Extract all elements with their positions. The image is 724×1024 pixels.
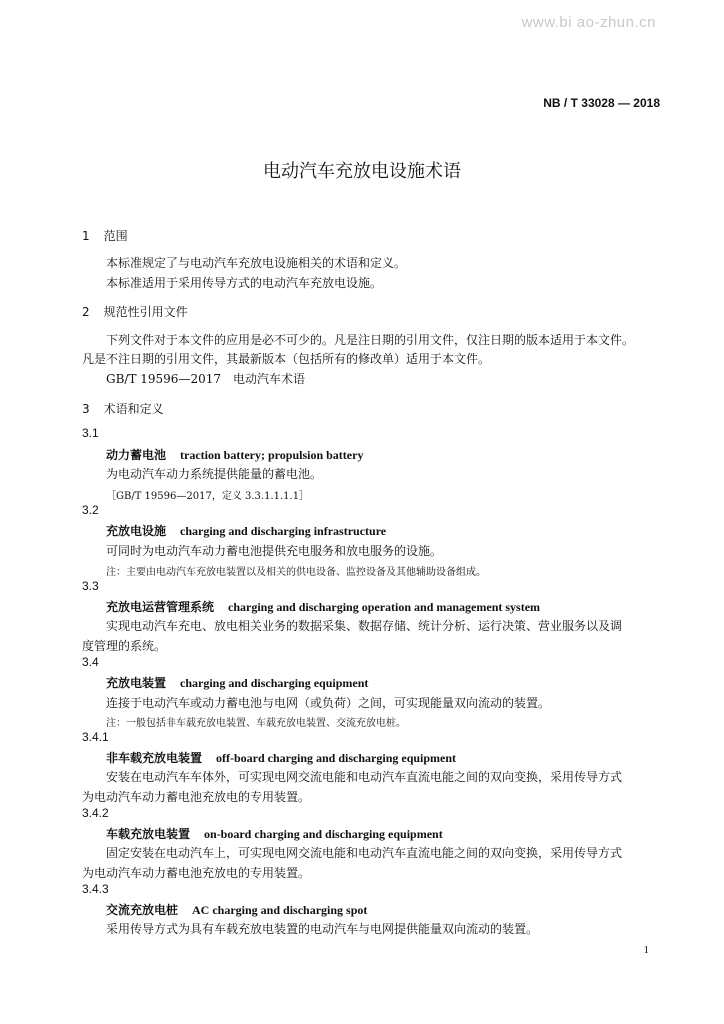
term-en: off-board charging and discharging equipment (216, 751, 457, 765)
term-definition: 实现电动汽车充电、放电相关业务的数据采集、数据存储、统计分析、运行决策、营业服务以及调 (106, 619, 623, 633)
term-heading (106, 522, 386, 539)
paragraph: 凡是不注日期的引用文件，其最新版本（包括所有的修改单）适用于本文件。 (82, 352, 491, 366)
term-heading (106, 749, 456, 766)
section-number: 1 (82, 229, 90, 243)
term-en: on-board charging and discharging equipment (204, 827, 443, 841)
term-definition: 安装在电动汽车车体外，可实现电网交流电能和电动汽车直流电能之间的双向变换，采用传导方式 (106, 770, 623, 784)
term-definition: 可同时为电动汽车动力蓄电池提供充电服务和放电服务的设施。 (106, 544, 443, 558)
term-note: 注：一般包括非车载充放电装置、车载充放电装置、交流充放电桩。 (106, 718, 406, 729)
section-title: 范围 (103, 229, 128, 243)
term-zh: 充放电运营管理系统 (106, 600, 215, 614)
section-3-heading (82, 400, 164, 417)
section-number: 3 (82, 402, 90, 416)
term-definition-continued: 为电动汽车动力蓄电池充放电的专用装置。 (82, 866, 311, 880)
term-heading (106, 446, 363, 463)
term-heading (106, 825, 443, 842)
term-en: traction battery; propulsion battery (180, 448, 364, 462)
term-number: 3.4.1 (82, 730, 109, 744)
term-zh: 车载充放电装置 (106, 827, 191, 841)
term-definition: 连接于电动汽车或动力蓄电池与电网（或负荷）之间，可实现能量双向流动的装置。 (106, 696, 551, 710)
term-en: AC charging and discharging spot (192, 903, 368, 917)
term-zh: 充放电装置 (106, 676, 167, 690)
term-source: ［GB/T 19596—2017，定义 3.3.1.1.1.1］ (106, 491, 310, 502)
term-definition-continued: 度管理的系统。 (82, 639, 167, 653)
term-number: 3.1 (82, 426, 99, 440)
term-number: 3.4.3 (82, 882, 109, 896)
term-zh: 充放电设施 (106, 524, 167, 538)
paragraph: 本标准规定了与电动汽车充放电设施相关的术语和定义。 (106, 256, 407, 270)
term-definition: 采用传导方式为具有车载充放电装置的电动汽车与电网提供能量双向流动的装置。 (106, 922, 539, 936)
term-en: charging and discharging operation and management system (228, 600, 541, 614)
section-title: 规范性引用文件 (103, 305, 188, 319)
term-heading (106, 674, 368, 691)
term-zh: 非车载充放电装置 (106, 751, 203, 765)
term-number: 3.4.2 (82, 806, 109, 820)
term-number: 3.4 (82, 655, 99, 669)
section-2-heading (82, 303, 188, 320)
term-definition: 固定安装在电动汽车上，可实现电网交流电能和电动汽车直流电能之间的双向变换，采用传导方式 (106, 846, 623, 860)
term-en: charging and discharging equipment (180, 676, 369, 690)
term-zh: 交流充放电桩 (106, 903, 179, 917)
term-number: 3.2 (82, 503, 99, 517)
section-title: 术语和定义 (103, 402, 164, 416)
term-note: 注：主要由电动汽车充放电装置以及相关的供电设备、监控设备及其他辅助设备组成。 (106, 567, 486, 578)
paragraph: 下列文件对于本文件的应用是必不可少的。凡是注日期的引用文件，仅注日期的版本适用于本文件。 (106, 333, 635, 347)
document-title: 电动汽车充放电设施术语 (263, 161, 461, 182)
watermark: www.bi ao-zhun.cn (521, 14, 656, 31)
standard-number: NB / T 33028 — 2018 (543, 96, 660, 110)
normative-reference: GB/T 19596—2017 电动汽车术语 (106, 372, 305, 386)
page-number: 1 (643, 944, 649, 956)
term-en: charging and discharging infrastructure (180, 524, 387, 538)
term-heading (106, 598, 540, 615)
term-zh: 动力蓄电池 (106, 448, 167, 462)
term-heading (106, 901, 367, 918)
term-definition-continued: 为电动汽车动力蓄电池充放电的专用装置。 (82, 790, 311, 804)
term-number: 3.3 (82, 579, 99, 593)
section-1-heading (82, 227, 128, 244)
term-definition: 为电动汽车动力系统提供能量的蓄电池。 (106, 467, 323, 481)
section-number: 2 (82, 305, 90, 319)
paragraph: 本标准适用于采用传导方式的电动汽车充放电设施。 (106, 276, 383, 290)
